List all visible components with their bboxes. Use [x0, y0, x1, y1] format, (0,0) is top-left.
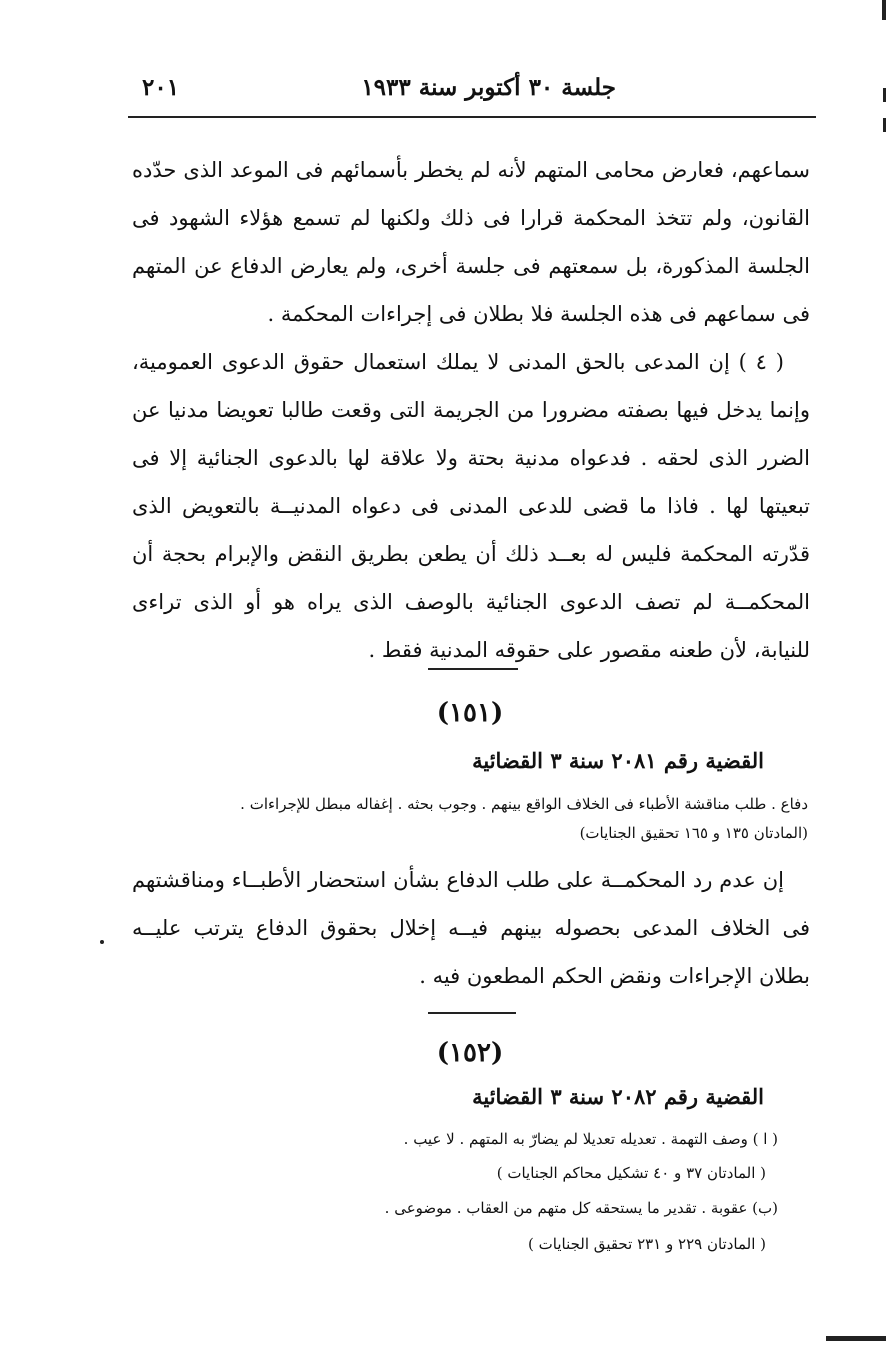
- continuation-text: [132, 146, 810, 674]
- paragraph-1: سماعهم، فعارض محامى المتهم لأنه لم يخطر بأسمائهم فى الموعد الذى حدّده القانون، ولم تتخذ المحكمة قرارا فى ذلك ولكنها لم تسمع هؤلاء الشهود فى الجلسة المذكورة، بل سمعتهم فى جلسة أخرى، ولم يعارض الدفاع عن المتهم فى سماعهم فى هذه الجلسة فلا بطلان فى إجراءات المحكمة .: [132, 158, 810, 326]
- page-number: ٢٠١: [142, 74, 180, 101]
- header-rule: [128, 116, 816, 118]
- case-152-articles-a: ( المادتان ٣٧ و ٤٠ تشكيل محاكم الجنايات ): [496, 1164, 766, 1182]
- case-152-headnote-b: (ب) عقوبة . تقدير ما يستحقه كل متهم من العقاب . موضوعى .: [384, 1199, 778, 1217]
- page-header: [128, 70, 816, 110]
- scan-edge-mark-bottom: [826, 1336, 886, 1341]
- case-151-title: القضية رقم ٢٠٨١ سنة ٣ القضائية: [472, 748, 764, 773]
- case-151-headnote: دفاع . طلب مناقشة الأطباء فى الخلاف الواقع بينهم . وجوب بحثه . إغفاله مبطل للإجراءات .: [240, 795, 808, 813]
- case-151-articles: (المادتان ١٣٥ و ١٦٥ تحقيق الجنايات): [579, 824, 808, 842]
- scan-speck: [100, 940, 104, 944]
- header-title: جلسة ٣٠ أكتوبر سنة ١٩٣٣: [361, 74, 616, 101]
- case-152-number: (١٥٢): [436, 1038, 504, 1068]
- case-151-number: (١٥١): [436, 698, 504, 728]
- case-152-articles-b: ( المادتان ٢٢٩ و ٢٣١ تحقيق الجنايات ): [528, 1235, 766, 1253]
- section-divider-1: [428, 668, 518, 670]
- paragraph-2: ( ٤ ) إن المدعى بالحق المدنى لا يملك استعمال حقوق الدعوى العمومية، وإنما يدخل فيها بصفته مضرورا من الجريمة التى وقعت طالبا تعويضا مدنيا عن الضرر الذى لحقه . فدعواه مدنية بحتة ولا علاقة لها بالدعوى الجنائية إلا فى تبعيتها لها . فاذا ما قضى للدعى المدنى فى دعواه المدنيــة بالتعويض الذى قدّرته المحكمة فليس له بعــد ذلك أن يطعن بطريق النقض والإبرام بحجة أن المحكمــة لم تصف الدعوى الجنائية بالوصف الذى يراه هو أو الذى تراءى للنيابة، لأن طعنه مقصور على حقوقه المدنية فقط .: [132, 350, 810, 662]
- case-151-holding: [132, 856, 810, 1000]
- section-divider-2: [428, 1012, 516, 1014]
- case-152-title: القضية رقم ٢٠٨٢ سنة ٣ القضائية: [472, 1084, 764, 1109]
- case-151-holding-text: إن عدم رد المحكمــة على طلب الدفاع بشأن استحضار الأطبــاء ومناقشتهم فى الخلاف المدعى بحصوله بينهم فيــه إخلال بحقوق الدفاع يترتب عليــه بطلان الإجراءات ونقض الحكم المطعون فيه .: [132, 868, 810, 988]
- scan-edge-mark-top: [882, 0, 886, 20]
- case-152-headnote-a: ( ا ) وصف التهمة . تعديله تعديلا لم يضارّ به المتهم . لا عيب .: [403, 1130, 778, 1148]
